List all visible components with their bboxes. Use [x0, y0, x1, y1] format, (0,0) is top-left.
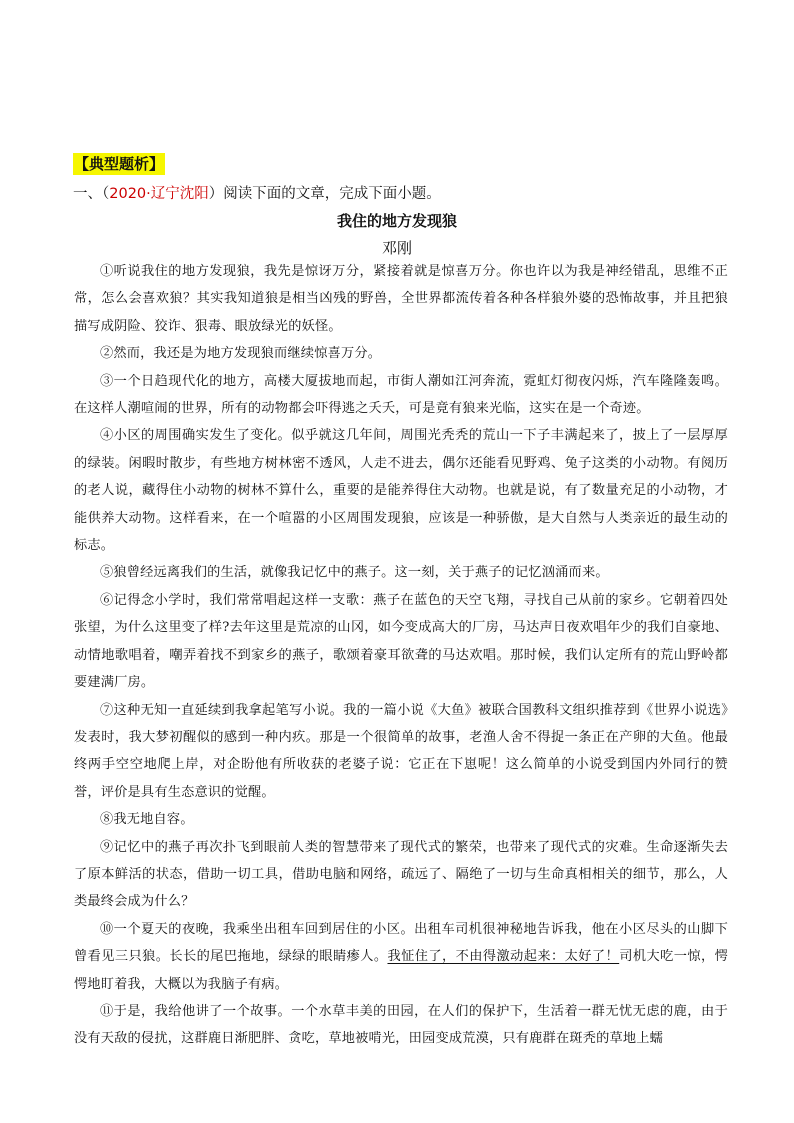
paragraph-10-tail: 司机大吃一惊，愕愕地盯着我，大概以为我脑子有病。 — [74, 949, 728, 992]
paragraph-11: ⑪于是，我给他讲了一个故事。一个水草丰美的田园，在人们的保护下，生活着一群无忧无虑的鹿，由于没有天敌的侵扰，这群鹿日渐肥胖、贪吃，草地被啃光，田园变成荒漠，只有鹿群在斑秃的草地上蠕 — [74, 1003, 728, 1047]
question-source: 2020·辽宁沈阳 — [109, 186, 209, 202]
question-instruction: ）阅读下面的文章，完成下面小题。 — [208, 186, 441, 202]
question-prefix: 一、（ — [73, 186, 110, 202]
section-tag: 【典型题析】 — [74, 155, 165, 173]
paragraph-3: ③一个日趋现代化的地方，高楼大厦拔地而起，市街人潮如江河奔流，霓虹灯彻夜闪烁，汽车隆隆轰鸣。在这样人潮喧闹的世界，所有的动物都会吓得逃之夭夭，可是竟有狼来光临，这实在是一个奇迹。 — [74, 373, 728, 417]
article-author: 邓刚 — [381, 239, 412, 257]
paragraph-10-text: ⑩一个夏天的夜晚，我乘坐出租车回到居住的小区。出租车司机很神秘地告诉我，他在小区尽头的山脚下曾看见三只狼。长长的尾巴拖地，绿绿的眼睛瘆人。 — [74, 921, 728, 965]
paragraph-6: ⑥记得念小学时，我们常常唱起这样一支歌：燕子在蓝色的天空飞翔，寻找自己从前的家乡。它朝着四处张望，为什么这里变了样?去年这里是荒凉的山冈，如今变成高大的厂房，马达声日夜欢唱年少的我们自豪地、动情地歌唱着，嘲弄着找不到家乡的燕子，歌颂着豪耳欲聋的马达欢唱。那时候，我们认定所有的荒山野岭都要建满厂房。 — [74, 592, 728, 691]
paragraph-10 — [74, 916, 728, 998]
article-title: 我住的地方发现狼 — [336, 212, 457, 230]
article-body — [74, 258, 728, 1053]
paragraph-2: ②然而，我还是为地方发现狼而继续惊喜万分。 — [100, 346, 382, 362]
question-line — [73, 183, 441, 205]
paragraph-4: ④小区的周围确实发生了变化。似乎就这几年间，周围光秃秃的荒山一下子丰满起来了，披上了一层厚厚的绿装。闲暇时散步，有些地方树林密不透风，人走不进去，偶尔还能看见野鸡、兔子这类的小动物。有阅历的老人说，藏得住小动物的树林不算什么，重要的是能养得住大动物。也就是说，有了数量充足的小动物，才能供养大动物。这样看来，在一个喧嚣的小区周围发现狼，应该是一种骄傲，是大自然与人类亲近的最生动的标志。 — [74, 428, 728, 554]
paragraph-9: ⑨记忆中的燕子再次扑飞到眼前人类的智慧带来了现代式的繁荣，也带来了现代式的灾难。生命逐渐失去了原本鲜活的状态，借助一切工具，借助电脑和网络，疏远了、隔绝了一切与生命真相相关的细节，那么，人类最终会成为什么？ — [74, 839, 728, 910]
underlined-sentence: 我怔住了，不由得激动起来：太好了！ — [387, 949, 620, 965]
paragraph-1: ①听说我住的地方发现狼，我先是惊讶万分，紧接着就是惊喜万分。你也许以为我是神经错乱，思维不正常，怎么会喜欢狼？其实我知道狼是相当凶残的野兽，全世界都流传着各种各样狼外婆的恐怖故事，并且把狼描写成阴险、狡诈、狠毒、眼放绿光的妖怪。 — [74, 264, 728, 334]
paragraph-7: ⑦这种无知一直延续到我拿起笔写小说。我的一篇小说《大鱼》被联合国教科文组织推荐到《世界小说选》发表时，我大梦初醒似的感到一种内疚。那是一个很简单的故事，老渔人舍不得捉一条正在产卵的大鱼。他最终两手空空地爬上岸，对企盼他有所收获的老婆子说：它正在下崽呢！这么简单的小说受到国内外同行的赞誉，评价是具有生态意识的觉醒。 — [74, 702, 728, 800]
paragraph-8: ⑧我无地自容。 — [100, 812, 194, 828]
paragraph-5: ⑤狼曾经远离我们的生活，就像我记忆中的燕子。这一刻，关于燕子的记忆汹涌而来。 — [100, 565, 609, 581]
